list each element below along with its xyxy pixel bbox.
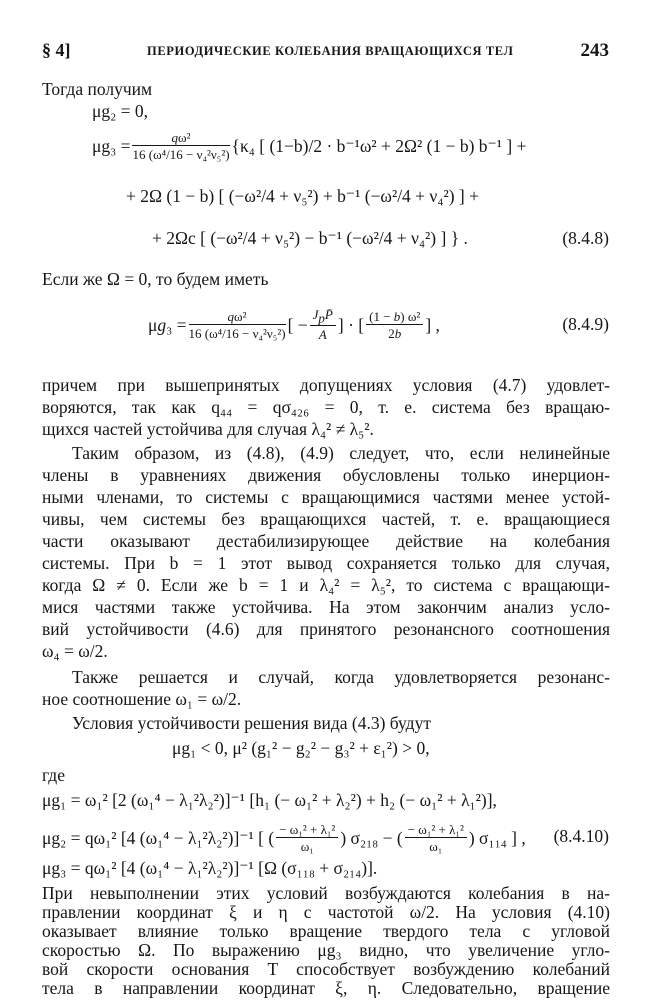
equation-g3-lhs: μg₃ = [92, 135, 131, 156]
equation-mu-g2-lhs: μg₂ = qω₁² [4 (ω₁⁴ − λ₁²λ₂²)]⁻¹ [42, 827, 254, 848]
para3-line1: Также решается и случай, когда удовлетворяется резонанс- [72, 667, 610, 687]
stability-condition: μg₁ < 0, μ² (g₁² − g₂² − g₃² + ε₁²) > 0, [172, 738, 430, 758]
equation-mu-g2: μg₂ = qω₁² [4 (ω₁⁴ − λ₁²λ₂²)]⁻¹ [ ( − ω₁² + λ₁² ω₁ ) σ₂₁₈ − ( − ω₁² + λ₁² ω₁ ) σ₁₁₄ ] , [42, 821, 526, 854]
para2-line4: чивы, чем системы без вращающихся частей, т. е. вращающиеся [42, 509, 610, 529]
para5-line3: оказывает влияние только вращение твердого тела с угловой [42, 921, 610, 941]
para2-line6: системы. При b = 1 этот вывод сохраняется только для случая, [42, 553, 610, 573]
equation-g3-line2: + 2Ω (1 − b) [ (−ω²/4 + ν₅²) + b⁻¹ (−ω²/4 + ν₄²) ] + [126, 186, 479, 206]
equation-g3-line3: + 2Ωc [ (−ω²/4 + ν₅²) − b⁻¹ (−ω²/4 + ν₄²) ] } . [152, 228, 468, 248]
running-title: ПЕРИОДИЧЕСКИЕ КОЛЕБАНИЯ ВРАЩАЮЩИХСЯ ТЕЛ [147, 44, 514, 58]
page-number: 243 [580, 40, 609, 61]
para5-line1: При невыполнении этих условий возбуждаются колебания в на- [42, 883, 610, 903]
equation-g3-fraction: $\frac{\text{qω²}}{\text{16 (ω⁴/16 − ν₄²ν₅²)}}$ [132, 129, 230, 162]
para2-line7: когда Ω ≠ 0. Если же b = 1 и λ₄² = λ₅², то система с вращающи- [42, 575, 610, 595]
para5-line4: скоростью Ω. По выражению μg₃ видно, что увеличение угло- [42, 940, 610, 960]
para1-line2: воряются, так как q₄₄ = qσ₄₂₆ = 0, т. е. система без вращаю- [42, 397, 610, 417]
where-label: где [42, 765, 65, 785]
equation-number-8410: (8.4.10) [553, 826, 609, 846]
para2-line3: ными членами, то системы с вращающимися частями менее устой- [42, 487, 610, 507]
equation-g2: μg₂ = 0, [92, 101, 148, 121]
para5-line2: правлении координат ξ и η с частотой ω/2. На условия (4.10) [42, 902, 610, 922]
para2-line8: мися частями также устойчива. На этом закончим анализ усло- [42, 597, 610, 617]
para5-line5: вой скорости основания T способствует возбуждению колебаний [42, 959, 610, 979]
equation-849: μg₃ = $\frac{\text{qω²}}{\text{16 (ω⁴/16 − ν₄²ν₅²)}}$ [ − $J_pP̄$ A ] · [ (1 − b) ω² 2b ] , [148, 306, 440, 343]
para3-line2: ное соотношение ω₁ = ω/2. [42, 689, 242, 709]
equation-mu-g1: μg₁ = ω₁² [2 (ω₁⁴ − λ₁²λ₂²)]⁻¹ [h₁ (− ω₁² + λ₂²) + h₂ (− ω₁² + λ₁²)], [42, 790, 497, 810]
para1-line1: причем при вышепринятых допущениях условия (4.7) удовлет- [42, 375, 610, 395]
equation-g3-rhs1: {κ₄ [ (1−b)/2 · b⁻¹ω² + 2Ω² (1 − b) b⁻¹ ] + [231, 135, 527, 156]
equation-number-848: (8.4.8) [562, 228, 609, 248]
equation-number-849: (8.4.9) [562, 314, 609, 334]
equation-mu-g3: μg₃ = qω₁² [4 (ω₁⁴ − λ₁²λ₂²)]⁻¹ [Ω (σ₁₁₈ + σ₂₁₄)]. [42, 858, 378, 878]
para2-line2: члены в уравнениях движения обусловлены только инерцион- [42, 465, 610, 485]
omega-zero-line: Если же Ω = 0, то будем иметь [42, 269, 269, 289]
section-number: § 4] [42, 40, 71, 60]
running-header [42, 40, 609, 64]
equation-g3-line1 [92, 118, 526, 174]
intro-line: Тогда получим [42, 79, 153, 99]
para2-line1: Таким образом, из (4.8), (4.9) следует, что, если нелинейные [72, 443, 610, 463]
para2-line5: части оказывают дестабилизирующее действие на колебания [42, 531, 610, 551]
para5-line6: тела в направлении координат ξ, η. Следовательно, вращение [42, 978, 610, 998]
para2-line10: ω₄ = ω/2. [42, 641, 108, 661]
para1-line3: щихся частей устойчива для случая λ₄² ≠ λ₅². [42, 419, 374, 439]
para2-line9: вий устойчивости (4.6) для принятого резонансного соотношения [42, 619, 610, 639]
para4-line: Условия устойчивости решения вида (4.3) будут [72, 713, 431, 733]
